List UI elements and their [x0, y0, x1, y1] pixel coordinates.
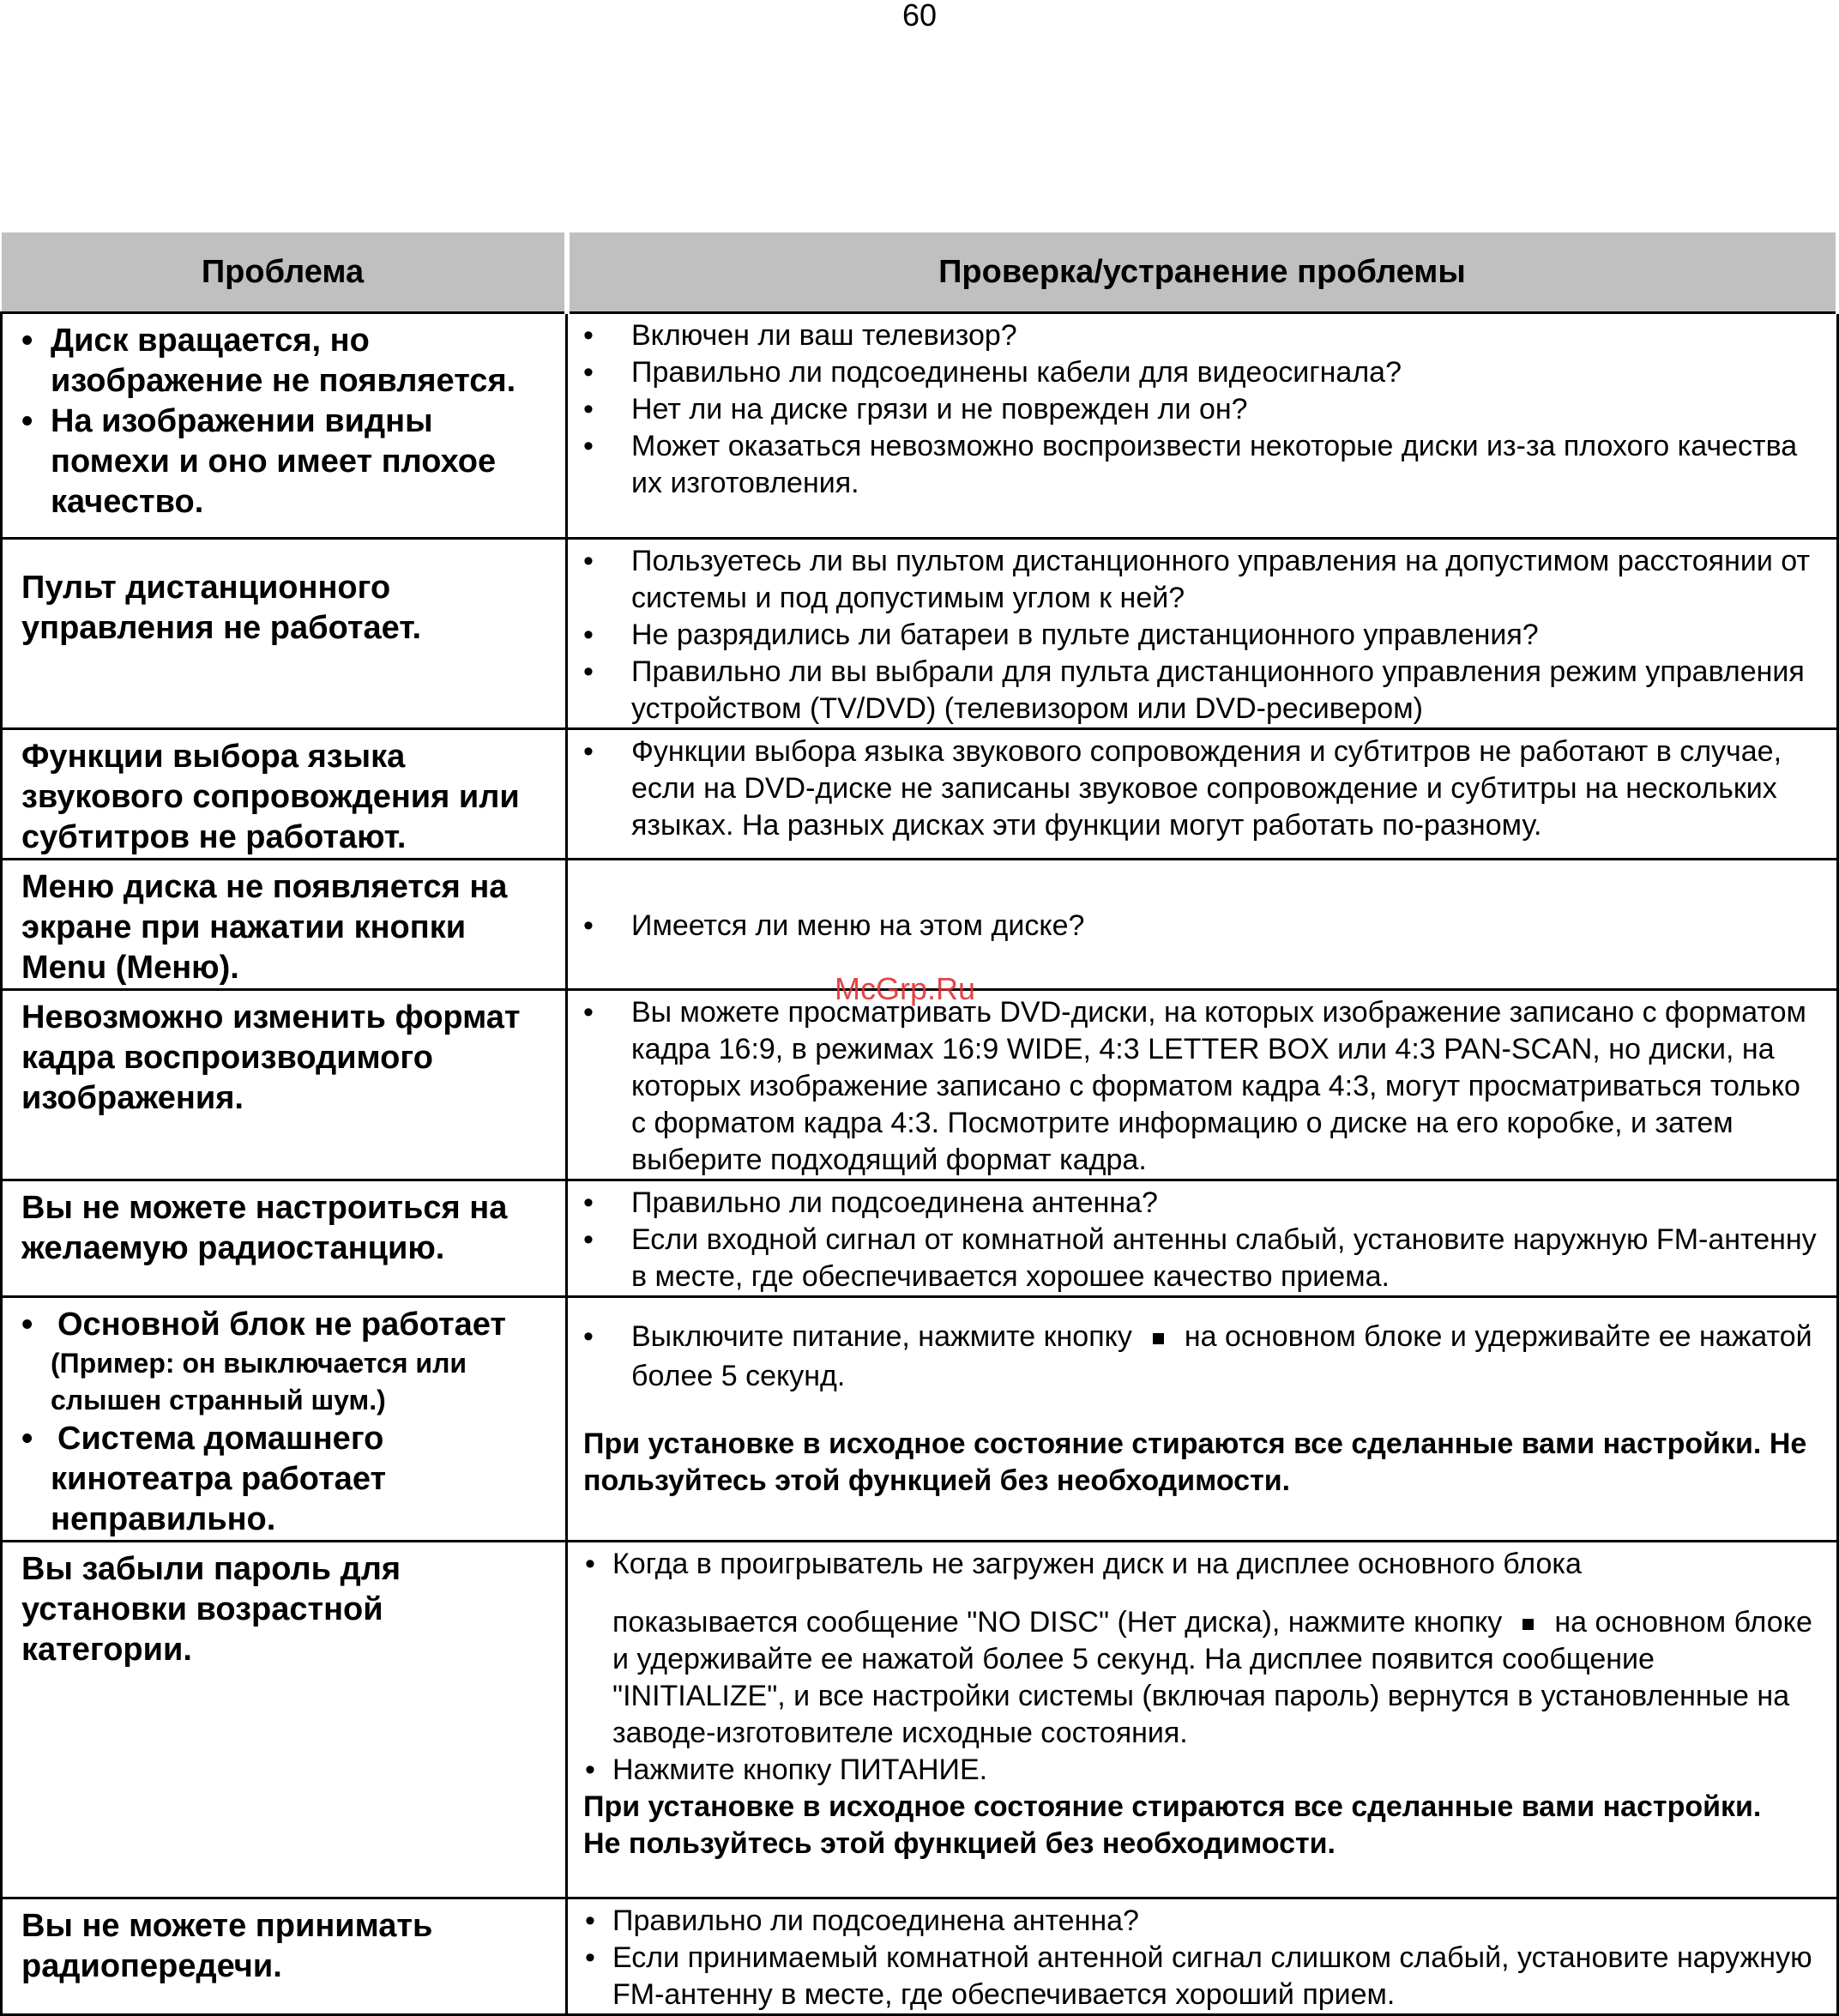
solution-item: • Правильно ли вы выбрали для пульта дистанционного управления режим управления устройством (TV/DVD) (телевизором или DVD-ресивером) — [583, 654, 1819, 727]
solution-text: на основном блоке и удерживайте ее нажатой более 5 секунд. — [631, 1320, 1812, 1392]
problem-main: Система домашнего кинотеатра работает неправильно. — [51, 1421, 387, 1537]
solution-item: • Правильно ли подсоединена антенна? — [583, 1185, 1819, 1222]
solution-item: • Когда в проигрыватель не загружен диск и на дисплее основного блока — [583, 1546, 1819, 1583]
solution-item: • Может оказаться невозможно воспроизвести некоторые диски из-за плохого качества их изготовления. — [583, 428, 1819, 502]
solution-item: • Если входной сигнал от комнатной антенны слабый, установите наружную FM-антенну в месте, где обеспечивается хорошее качество приема. — [583, 1222, 1819, 1295]
troubleshooting-table — [0, 230, 1839, 2016]
table-row — [2, 539, 1838, 729]
solution-item: • Если принимаемый комнатной антенной сигнал слишком слабый, установите наружную FM-антенну в месте, где обеспечивается хороший прием. — [583, 1940, 1819, 2013]
warning-note: При установке в исходное состояние стираются все сделанные вами настройки. Не пользуйтесь этой функцией без необходимости. — [583, 1427, 1807, 1497]
solution-item: • Включен ли ваш телевизор? — [583, 317, 1819, 354]
solution-cell — [567, 1180, 1838, 1297]
problem-cell — [2, 729, 567, 860]
warning-note: Не пользуйтесь этой функцией без необходимости. — [583, 1827, 1336, 1860]
solution-item: • Нажмите кнопку ПИТАНИЕ. — [583, 1752, 1819, 1789]
solution-cell — [567, 313, 1838, 539]
problem-text: Меню диска не появляется на экране при нажатии кнопки Menu (Меню). — [21, 869, 508, 986]
solution-item: • Имеется ли меню на этом диске? — [583, 908, 1819, 945]
problem-item: • На изображении видны помехи и оно имеет плохое качество. — [21, 401, 548, 522]
problem-cell — [2, 1898, 567, 2015]
problem-cell — [2, 860, 567, 990]
problem-text: Вы забыли пароль для установки возрастной категории. — [21, 1551, 401, 1668]
problem-cell — [2, 539, 567, 729]
table-row — [2, 313, 1838, 539]
solution-item: • Не разрядились ли батареи в пульте дистанционного управления? — [583, 617, 1819, 654]
table-row — [2, 860, 1838, 990]
solution-text: на основном блоке и удерживайте ее нажатой более 5 секунд. На дисплее появится сообщение "INITIALIZE", и все настройки системы (включая пароль) вернутся в установленные на заводе-изготовителе исходные состояния. — [612, 1606, 1812, 1749]
problem-text: Невозможно изменить формат кадра воспроизводимого изображения. — [21, 999, 521, 1116]
problem-text: Пульт дистанционного управления не работает. — [21, 569, 422, 646]
solution-cell — [567, 860, 1838, 990]
table-row — [2, 990, 1838, 1180]
solution-item: • Функции выбора языка звукового сопровождения и субтитров не работают в случае, если на DVD-диске не записаны звуковое сопровождение и субтитры на нескольких языках. На разных дисках эти функции могут работать по-разному. — [583, 733, 1819, 844]
solution-item: • Правильно ли подсоединена антенна? — [583, 1903, 1819, 1940]
problem-text: Функции выбора языка звукового сопровождения или субтитров не работают. — [21, 739, 520, 855]
solution-item: • Вы можете просматривать DVD-диски, на которых изображение записано с форматом кадра 16:9, в режимах 16:9 WIDE, 4:3 LETTER BOX или 4:3 PAN-SCAN, но диски, на которых изображение записано с форматом кадра 4:3, могут просматриваться только с форматом кадра 4:3. Посмотрите информацию о диске на его коробке, и затем выберите подходящий формат кадра. — [583, 994, 1819, 1179]
stop-button-icon — [1153, 1333, 1164, 1344]
problem-item — [21, 1419, 548, 1540]
solution-cell — [567, 729, 1838, 860]
problem-item — [21, 1305, 548, 1345]
solution-cell — [567, 1542, 1838, 1898]
solution-item: • Нет ли на диске грязи и не поврежден ли он? — [583, 391, 1819, 428]
problem-cell — [2, 990, 567, 1180]
solution-cell — [567, 1898, 1838, 2015]
solution-text: Выключите питание, нажмите кнопку — [631, 1320, 1132, 1353]
stop-button-icon — [1522, 1619, 1534, 1630]
solution-cell — [567, 539, 1838, 729]
solution-continuation — [583, 1604, 1819, 1752]
table-row — [2, 1297, 1838, 1542]
problem-cell — [2, 1542, 567, 1898]
table-row — [2, 729, 1838, 860]
problem-sub: (Пример: он выключается или слышен странный шум.) — [51, 1348, 467, 1415]
problem-main: Основной блок не работает — [57, 1307, 506, 1343]
problem-cell — [2, 1180, 567, 1297]
table-row — [2, 1542, 1838, 1898]
header-solution: Проверка/устранение проблемы — [567, 232, 1838, 313]
warning-note: При установке в исходное состояние стираются все сделанные вами настройки. — [583, 1790, 1762, 1823]
table-row — [2, 1898, 1838, 2015]
problem-text: Вы не можете настроиться на желаемую радиостанцию. — [21, 1190, 508, 1266]
problem-cell — [2, 313, 567, 539]
solution-item — [583, 1317, 1819, 1396]
solution-item: • Пользуетесь ли вы пультом дистанционного управления на допустимом расстоянии от системы и под допустимым углом к ней? — [583, 543, 1819, 617]
table-row — [2, 1180, 1838, 1297]
problem-item: • Диск вращается, но изображение не появляется. — [21, 321, 548, 401]
solution-text: показывается сообщение "NO DISC" (Нет диска), нажмите кнопку — [612, 1606, 1503, 1639]
problem-cell — [2, 1297, 567, 1542]
problem-text: Вы не можете принимать радиопередечи. — [21, 1908, 433, 1984]
table-header-row — [2, 232, 1838, 313]
solution-cell — [567, 990, 1838, 1180]
solution-item: • Правильно ли подсоединены кабели для видеосигнала? — [583, 354, 1819, 391]
watermark: McGrp.Ru — [835, 971, 976, 1006]
header-problem: Проблема — [2, 232, 567, 313]
page-number: 60 — [901, 0, 938, 33]
solution-cell — [567, 1297, 1838, 1542]
